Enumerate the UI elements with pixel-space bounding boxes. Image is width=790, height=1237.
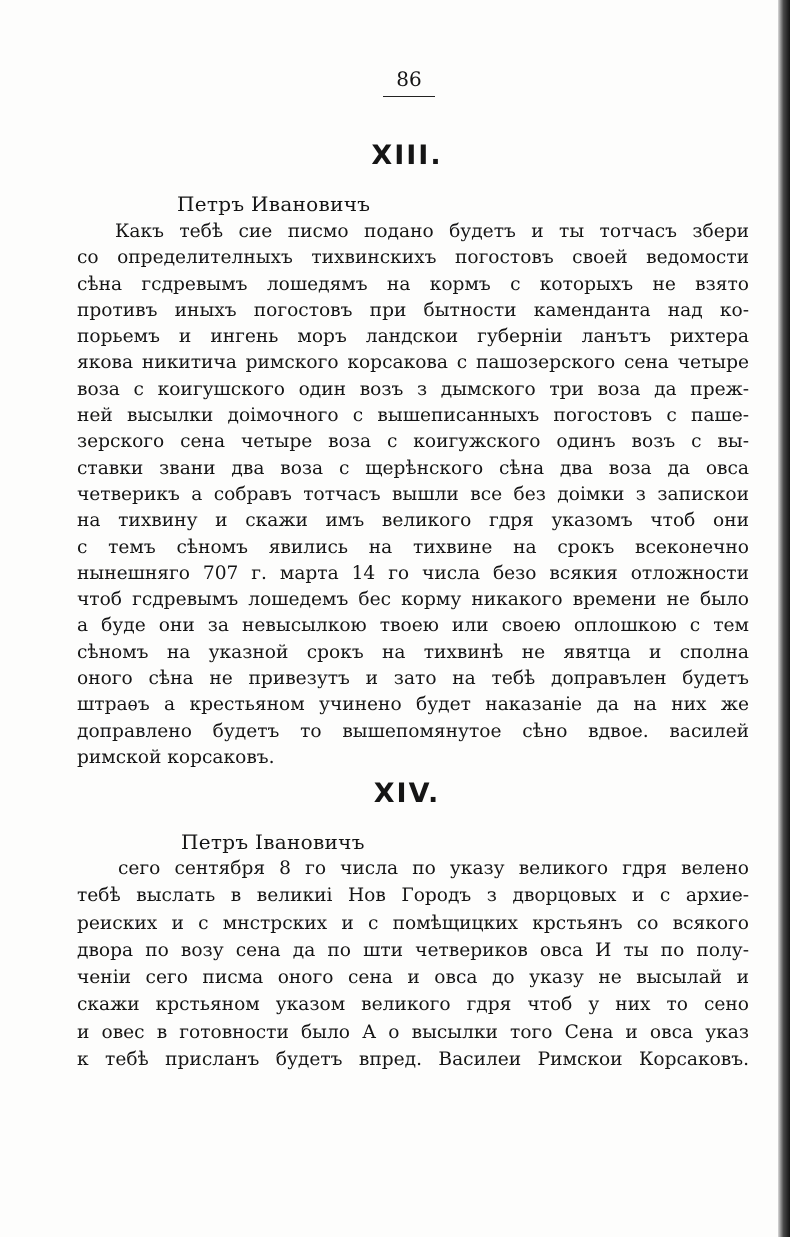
text-line: на тихвину и скажи имъ великого гдря указомъ чтоб они xyxy=(77,510,749,532)
text-line: порьемъ и ингень моръ ландскои губернiи ланътъ рихтера xyxy=(77,326,749,348)
text-line: и овес в готовности было А о высылки того Сена и овса указ xyxy=(77,1021,749,1043)
page-number: 86 xyxy=(383,64,435,97)
text-line: со определителныхъ тихвинскихъ погостовъ своей ведомости xyxy=(77,247,749,269)
text-line: сѣномъ на указной срокъ на тихвинѣ не явятца и сполна xyxy=(77,641,749,663)
text-line: реиских и с мнстрских и с помѣщицких крстьянъ со всякого xyxy=(77,912,749,934)
letter-14-heading: XIV. xyxy=(373,778,441,809)
text-line: якова никитича римского корсакова с пашозерского сена четыре xyxy=(77,352,749,374)
text-line: зерского сена четыре воза с коигужского одинъ возъ с вы- xyxy=(77,431,749,453)
text-line: ней высылки доiмочного с вышеписанныхъ погостовъ с пaше- xyxy=(77,405,749,427)
letter-13-salutation: Петръ Ивановичъ xyxy=(177,192,371,216)
text-line: а буде они за невысылкою твоею или своею оплошкою с тем xyxy=(77,615,749,637)
text-line: тебѣ выслать в великиi Нов Городъ з дворцовых и с архие- xyxy=(77,885,749,907)
text-line: ставки звани два воза с щерѣнского сѣна два воза да овса xyxy=(77,457,749,479)
letter-13-body xyxy=(77,219,749,771)
letter-14-body xyxy=(77,855,749,1073)
text-line: скажи крстьяном указом великого гдря чтоб у них то сено xyxy=(77,994,749,1016)
text-line: двора по возу сена да по шти четвериков овса И ты по полу- xyxy=(77,939,749,961)
letter-13-heading: XIII. xyxy=(371,140,443,171)
text-line: римской корсаковъ. xyxy=(77,746,275,768)
text-line: штраѳъ а крестьяном учинено будет наказанiе да на них же xyxy=(77,694,749,716)
book-binding-edge xyxy=(778,0,790,1237)
text-line: нынешняго 707 г. марта 14 го числа безо всякия отложности xyxy=(77,562,749,584)
text-line: оного сѣна не привезутъ и зато на тебѣ доправълен будетъ xyxy=(77,668,749,690)
letter-14-salutation: Петръ Iвановичъ xyxy=(181,830,365,854)
text-line: противъ иныхъ погостовъ при бытности камендантa над ко- xyxy=(77,299,749,321)
text-line: чтоб гсдревымъ лошедемъ бес корму никакого времени не было xyxy=(77,589,749,611)
text-line: доправлено будетъ то вышепомянутое сѣно вдвое. василей xyxy=(77,720,749,742)
text-line: ченiи сего писма оного сена и овса до указу не высылай и xyxy=(77,967,749,989)
text-line: четверикъ а собравъ тотчасъ вышли все без доiмки з запискои xyxy=(77,483,749,505)
text-line: Какъ тебѣ сие писмо подано будетъ и ты тотчасъ збери xyxy=(115,221,749,242)
text-line: сѣна гсдревымъ лошедямъ на кормъ с которыхъ не взято xyxy=(77,273,749,295)
text-line: с темъ сѣномъ явились на тихвине на срокъ всеконечно xyxy=(77,536,749,558)
text-line: сего сентября 8 го числа по указу великого гдря велено xyxy=(118,858,749,879)
text-line: воза с коигушского один возъ з дымского три воза да преж- xyxy=(77,378,749,400)
text-line: к тебѣ присланъ будетъ впред. Василеи Римскои Корсаковъ. xyxy=(77,1049,749,1071)
